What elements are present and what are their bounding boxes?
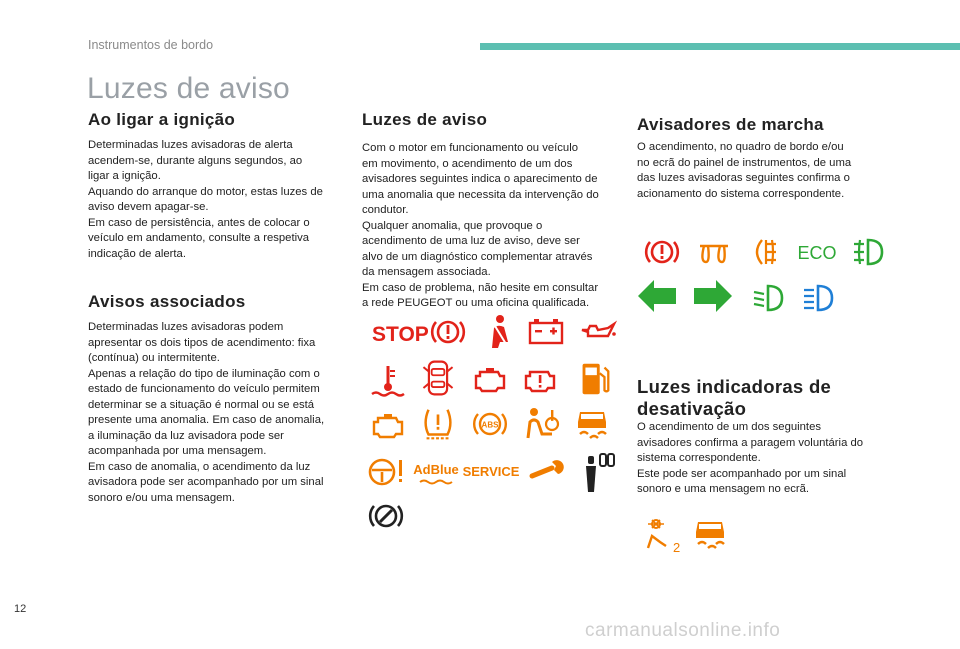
eco-icon — [794, 232, 840, 272]
text-running-indicators: O acendimento, no quadro de bordo e/ou no ecrã do painel de instrumentos, de uma das luzes avisadoras seguintes confirma o acionamento do sistema correspondente. — [637, 141, 852, 200]
heading-deactivation-indicators: Luzes indicadoras de desativação — [637, 376, 832, 419]
parking-brake-fault-icon — [366, 496, 406, 536]
dipped-beam-icon — [748, 278, 788, 318]
foot-on-brake-icon — [578, 448, 618, 494]
stability-control-off-icon — [690, 514, 730, 554]
text-ignition: Determinadas luzes avisadoras de alerta acendem-se, durante alguns segundos, ao ligar a ignição. Aquando do arranque do motor, estas luzes de aviso devem apagar-se. Em caso de persistência, antes de colocar o veículo em andamento, consulte a respetiva indicação de alerta. — [88, 139, 323, 260]
heading-associated-warnings: Avisos associados — [88, 292, 246, 311]
engine-fault-orange-icon — [368, 406, 408, 446]
coolant-temperature-icon — [368, 360, 408, 400]
tyre-pressure-icon — [418, 404, 458, 444]
engine-fault-red-icon — [470, 360, 510, 400]
power-steering-icon — [366, 452, 406, 492]
column-running-indicators — [637, 115, 897, 202]
watermark: carmanualsonline.info — [585, 620, 781, 641]
column-deactivation-indicators — [637, 376, 897, 498]
glow-plug-icon — [694, 232, 734, 272]
rear-fog-light-icon — [748, 232, 788, 272]
fuel-low-icon — [574, 358, 614, 398]
page-number: 12 — [14, 603, 27, 615]
main-beam-icon — [798, 278, 838, 318]
turn-left-icon — [636, 276, 680, 316]
svg-text:2: 2 — [673, 540, 681, 555]
column-ignition — [88, 110, 348, 506]
adblue-icon — [414, 452, 458, 492]
abs-icon — [470, 404, 510, 444]
page-title: Luzes de aviso — [87, 72, 290, 105]
airbag-fault-icon — [522, 404, 562, 444]
engine-warning-icon — [520, 360, 560, 400]
battery-icon — [526, 312, 566, 352]
column-warning-lights — [362, 110, 622, 312]
adblue-label: AdBlue — [413, 462, 459, 477]
svg-text:ABS: ABS — [481, 420, 499, 430]
spanner-icon — [526, 452, 566, 492]
eco-label: ECO — [797, 243, 837, 263]
seatbelt-icon — [478, 312, 518, 352]
stability-control-icon — [572, 404, 612, 444]
section-header: Instrumentos de bordo — [88, 38, 214, 52]
stop-label: STOP — [372, 323, 429, 346]
text-warning-lights: Com o motor em funcionamento ou veículo em movimento, o acendimento de um dos avisadores seguintes indica o aparecimento de uma anomalia que necessita da intervenção do condutor. Qualquer anomalia, que provoque o acendimento de uma luz de aviso, deve ser alvo de um diagnóstico complementar através da mensagem associada. Em caso de problema, não hesite em consultar a rede PEUGEOT ou uma oficina qualificada. — [362, 142, 599, 309]
heading-running-indicators: Avisadores de marcha — [637, 115, 824, 134]
text-deactivation-indicators: O acendimento de um dos seguintes avisadores confirma a paragem voluntária do sistema correspondente. Este pode ser acompanhado por um sinal sonoro e uma mensagem no ecrã. — [637, 421, 864, 495]
brake-warning-icon — [428, 312, 468, 352]
service-label: SERVICE — [462, 464, 520, 479]
stop-icon — [372, 312, 429, 352]
heading-ignition: Ao ligar a ignição — [88, 110, 236, 129]
brake-red-icon — [642, 232, 682, 272]
door-open-icon — [418, 358, 458, 398]
text-associated-warnings: Determinadas luzes avisadoras podem apresentar os dois tipos de acendimento: fixa (contínua) ou intermitente. Apenas a relação do tipo de iluminação com o estado de funcionamento do veículo permitem determinar se a situação é normal ou se está presente uma anomalia. Em caso de anomalia, a iluminação da luz avisadora pode ser acompanhada por uma mensagem. Em caso de anomalia, o acendimento da luz avisadora pode ser acompanhado por um sinal sonoro e/ou uma mensagem. — [88, 321, 325, 504]
front-fog-light-icon — [848, 232, 888, 272]
oil-pressure-icon — [578, 312, 618, 352]
turn-right-icon — [690, 276, 734, 316]
service-icon — [462, 452, 520, 492]
header-accent-bar — [480, 43, 960, 50]
heading-warning-lights: Luzes de aviso — [362, 110, 488, 129]
passenger-airbag-off-icon — [642, 516, 682, 556]
